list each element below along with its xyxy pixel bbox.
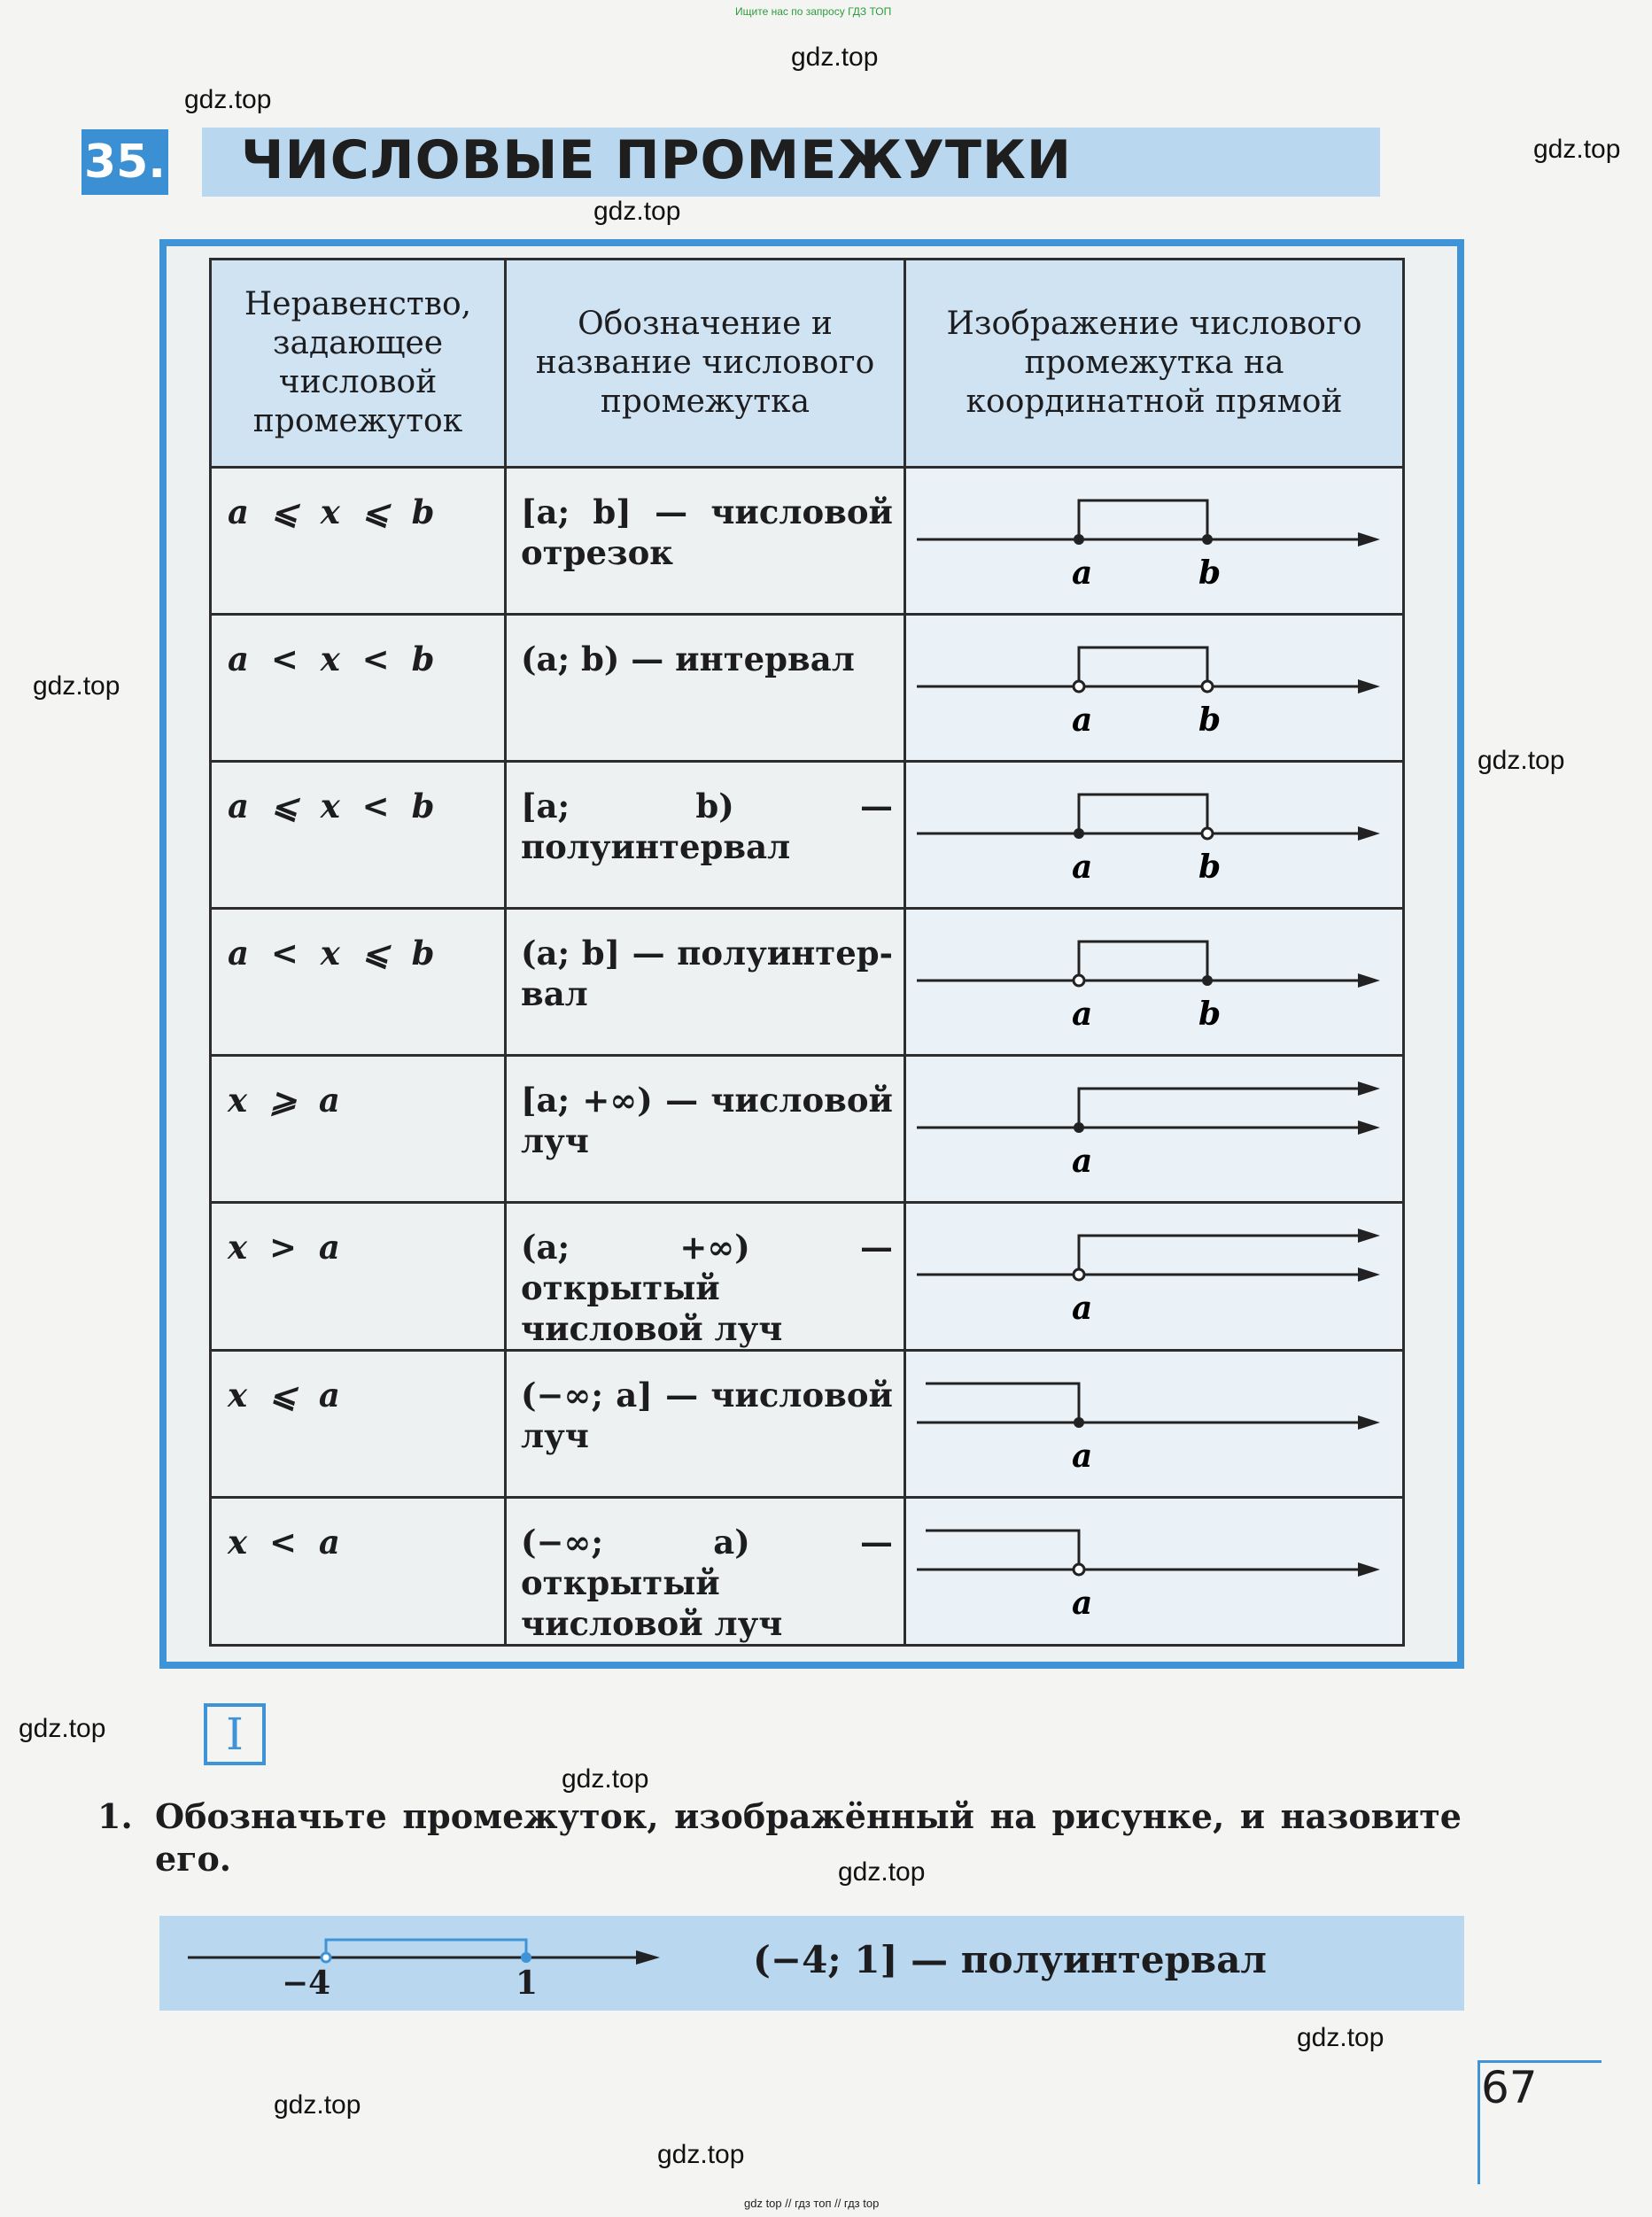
- number-line: [906, 1352, 1402, 1496]
- watermark: gdz.top: [1533, 135, 1621, 164]
- number-line: [906, 910, 1402, 1054]
- number-line-cell: [905, 1203, 1404, 1351]
- header-banner: Ищите нас по запросу ГДЗ ТОП: [735, 5, 892, 18]
- number-line-cell: [905, 1498, 1404, 1646]
- interval-name: — открытый числовой луч: [521, 1523, 893, 1643]
- inequality: x < a: [228, 1523, 345, 1562]
- notation-cell: [507, 1204, 904, 1349]
- section-number: 35.: [81, 129, 168, 195]
- notation-cell: [507, 1057, 904, 1161]
- open-point-a: [1074, 1269, 1084, 1280]
- notation-cell: [507, 1352, 904, 1456]
- label-a: a: [1072, 1585, 1093, 1622]
- footer-banner: gdz top // гдз топ // гдз top: [744, 2197, 880, 2210]
- number-line: [906, 616, 1402, 760]
- task-answer: (−4; 1] — полуинтервал: [753, 1938, 1268, 1981]
- figure-label-left: −4: [282, 1965, 331, 2002]
- notation: (a; b]: [521, 934, 621, 973]
- watermark: gdz.top: [593, 197, 681, 226]
- open-point-b: [1202, 681, 1213, 692]
- notation: [a; b): [521, 787, 734, 826]
- inequality: x ⩾ a: [228, 1081, 345, 1120]
- closed-point-a: [1074, 1417, 1084, 1428]
- section-title: ЧИСЛОВЫЕ ПРОМЕЖУТКИ: [241, 129, 1073, 191]
- table-row: [211, 615, 1404, 762]
- label-a: a: [1072, 1143, 1093, 1180]
- watermark: gdz.top: [838, 1857, 926, 1887]
- interval-name: — числовой луч: [521, 1376, 893, 1455]
- table-row: [211, 1351, 1404, 1498]
- notation-cell: [507, 616, 904, 679]
- number-line: [906, 1057, 1402, 1201]
- interval-name: — полуинтервал: [521, 934, 893, 1013]
- open-point-minus4: [322, 1953, 330, 1962]
- label-a: a: [1072, 1438, 1093, 1475]
- watermark: gdz.top: [657, 2140, 745, 2169]
- number-line: [906, 763, 1402, 907]
- label-b: b: [1198, 554, 1222, 592]
- inequality: a ⩽ x ⩽ b: [228, 492, 440, 531]
- table-row: [211, 909, 1404, 1056]
- level-badge: I: [204, 1703, 266, 1765]
- table-row: [211, 468, 1404, 615]
- page-corner-line: [1477, 2060, 1480, 2184]
- interval-name: — полуинтервал: [521, 787, 893, 866]
- interval-name: — интервал: [631, 640, 855, 678]
- notation: (−∞; a): [521, 1523, 750, 1562]
- table-row: [211, 1498, 1404, 1646]
- open-point-a: [1074, 681, 1084, 692]
- task-text: Обозначьте промежуток, изображённый на рисунке, и назовите его.: [155, 1796, 1462, 1879]
- watermark: gdz.top: [19, 1714, 106, 1743]
- notation-cell: [507, 910, 904, 1014]
- open-point-a: [1074, 1564, 1084, 1575]
- inequality: a ⩽ x < b: [228, 787, 440, 826]
- watermark: gdz.top: [791, 43, 879, 72]
- notation: (−∞; a]: [521, 1376, 653, 1415]
- notation: (a; +∞): [521, 1228, 750, 1267]
- number-line: [906, 469, 1402, 613]
- watermark: gdz.top: [1297, 2023, 1384, 2052]
- label-a: a: [1072, 996, 1093, 1033]
- number-line-cell: [905, 615, 1404, 762]
- number-line-cell: [905, 909, 1404, 1056]
- notation-cell: [507, 1499, 904, 1644]
- open-point-a: [1074, 975, 1084, 986]
- number-line-cell: [905, 1351, 1404, 1498]
- label-a: a: [1072, 1290, 1093, 1327]
- interval-name: — открытый числовой луч: [521, 1228, 893, 1348]
- notation: [a; b]: [521, 492, 632, 531]
- table-header-row: [211, 260, 1404, 468]
- label-b: b: [1198, 849, 1222, 886]
- label-a: a: [1072, 702, 1093, 739]
- task-number: 1.: [97, 1796, 133, 1836]
- number-line-cell: [905, 762, 1404, 909]
- table-row: [211, 762, 1404, 909]
- inequality: a < x ⩽ b: [228, 934, 440, 973]
- page-number: 67: [1481, 2062, 1538, 2113]
- label-a: a: [1072, 554, 1093, 592]
- watermark: gdz.top: [33, 671, 120, 701]
- watermark: gdz.top: [184, 85, 272, 114]
- number-line-cell: [905, 468, 1404, 615]
- intervals-table: [209, 258, 1405, 1647]
- header-inequality: Неравенство, задающее числовой промежуток: [211, 260, 506, 468]
- inequality: a < x < b: [228, 640, 440, 678]
- closed-point-a: [1074, 1122, 1084, 1133]
- interval-name: — числовой отрезок: [521, 492, 893, 572]
- closed-point-a: [1074, 534, 1084, 545]
- closed-point-b: [1202, 534, 1213, 545]
- number-line-cell: [905, 1056, 1404, 1203]
- number-line: [906, 1204, 1402, 1348]
- notation-cell: [507, 469, 904, 573]
- table-row: [211, 1056, 1404, 1203]
- label-b: b: [1198, 702, 1222, 739]
- closed-point-a: [1074, 828, 1084, 839]
- closed-point-1: [521, 1952, 531, 1963]
- inequality: x ⩽ a: [228, 1376, 345, 1415]
- closed-point-b: [1202, 975, 1213, 986]
- label-a: a: [1072, 849, 1093, 886]
- open-point-b: [1202, 828, 1213, 839]
- interval-name: — числовой луч: [521, 1081, 893, 1160]
- task-figure-number-line: [177, 1922, 673, 2011]
- watermark: gdz.top: [1477, 746, 1565, 775]
- header-picture: Изображение числового промежутка на координатной прямой: [905, 260, 1404, 468]
- figure-label-right: 1: [516, 1965, 539, 2002]
- notation: (a; b): [521, 640, 620, 678]
- inequality: x > a: [228, 1228, 345, 1267]
- header-notation: Обозначение и название числового промежутка: [506, 260, 905, 468]
- notation-cell: [507, 763, 904, 867]
- watermark: gdz.top: [274, 2090, 361, 2120]
- notation: [a; +∞): [521, 1081, 653, 1120]
- watermark: gdz.top: [562, 1764, 649, 1794]
- label-b: b: [1198, 996, 1222, 1033]
- number-line: [906, 1499, 1402, 1643]
- table-row: [211, 1203, 1404, 1351]
